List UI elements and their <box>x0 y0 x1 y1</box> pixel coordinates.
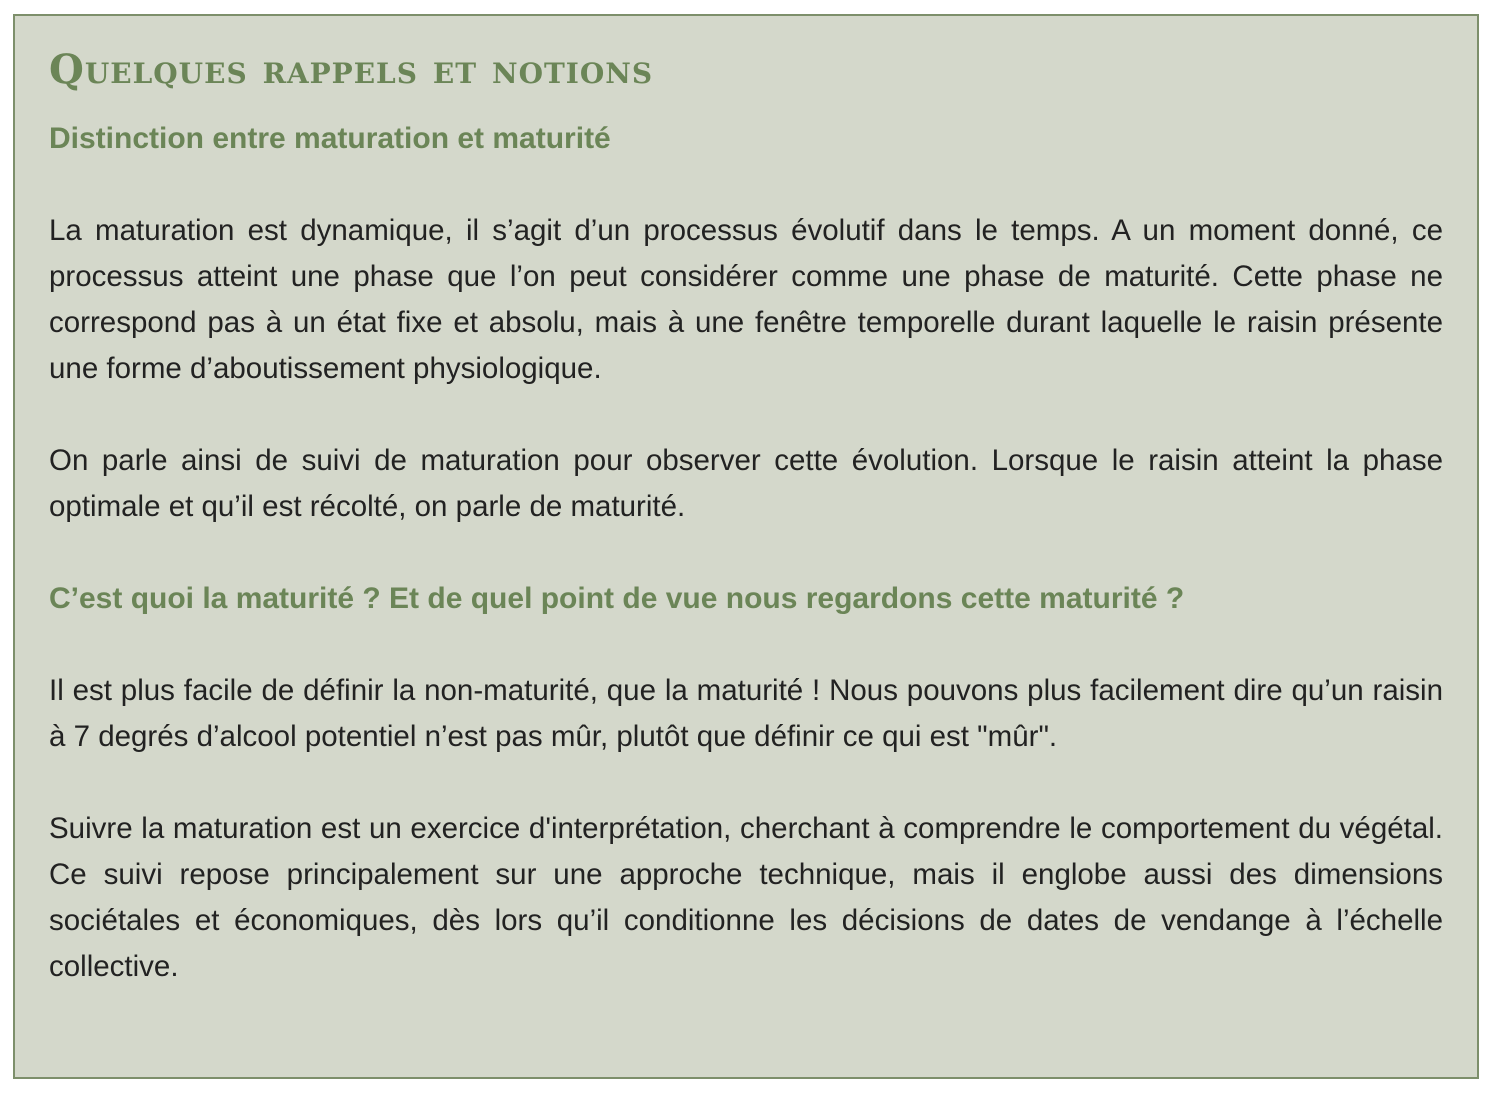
section1-paragraph-2: On parle ainsi de suivi de maturation pour observer cette évolution. Lorsque le raisin atteint la phase optimale et qu’il est récolté, on parle de maturité. <box>49 444 1443 523</box>
info-box <box>13 14 1479 1079</box>
section1-heading: Distinction entre maturation et maturité <box>49 122 611 155</box>
box-title: Quelques rappels et notions <box>49 46 654 93</box>
section2-heading: C’est quoi la maturité ? Et de quel point de vue nous regardons cette maturité ? <box>49 582 1185 615</box>
section2-paragraph-2: Suivre la maturation est un exercice d'interprétation, cherchant à comprendre le comportement du végétal. Ce suivi repose principalement sur une approche technique, mais il englobe aussi des dimensions sociétales et économiques, dès lors qu’il conditionne les décisions de dates de vendange à l’échelle collective. <box>49 812 1443 983</box>
section1-paragraph-1: La maturation est dynamique, il s’agit d’un processus évolutif dans le temps. A un moment donné, ce processus atteint une phase que l’on peut considérer comme une phase de maturité. Cette phase ne correspond pas à un état fixe et absolu, mais à une fenêtre temporelle durant laquelle le raisin présente une forme d’aboutissement physiologique. <box>49 214 1443 385</box>
section2-paragraph-1: Il est plus facile de définir la non-maturité, que la maturité ! Nous pouvons plus facilement dire qu’un raisin à 7 degrés d’alcool potentiel n’est pas mûr, plutôt que définir ce qui est "mûr". <box>49 674 1443 753</box>
